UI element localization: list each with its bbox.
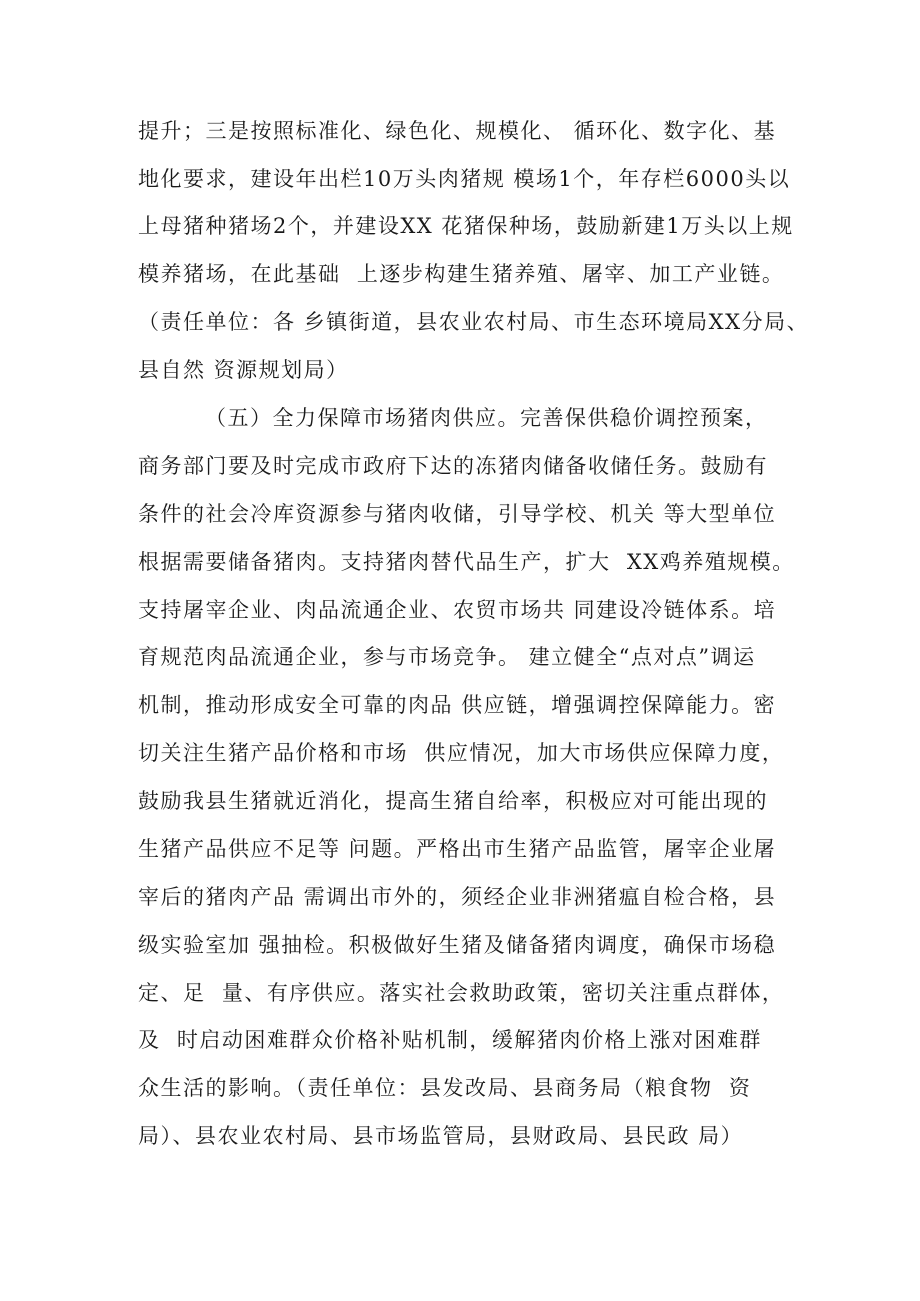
text-line: 提升；三是按照标准化、绿色化、规模化、 循环化、数字化、基: [138, 119, 777, 143]
text-line: 条件的社会冷库资源参与猪肉收储，引导学校、机关 等大型单位: [138, 502, 777, 526]
section-heading-line: （五）全力保障市场猪肉供应。完善保供稳价调控预案，: [205, 406, 768, 430]
text-line: 模养猪场，在此基础 上逐步构建生猪养殖、屠宰、加工产业链。: [138, 262, 785, 286]
text-line: 支持屠宰企业、肉品流通企业、农贸市场共 同建设冷链体系。培: [138, 598, 777, 622]
text-line: 商务部门要及时完成市政府下达的冻猪肉储备收储任务。鼓励有: [138, 454, 768, 478]
text-line: 上母猪种猪场2个，并建设XX 花猪保种场，鼓励新建1万头以上规: [138, 214, 794, 238]
text-line: 切关注生猪产品价格和市场 供应情况，加大市场供应保障力度，: [138, 741, 785, 765]
text-line: 地化要求，建设年出栏10万头肉猪规 模场1个，年存栏6000头以: [138, 167, 791, 191]
text-line: 县自然 资源规划局）: [138, 358, 349, 382]
text-line: 育规范肉品流通企业，参与市场竞争。 建立健全“点对点”调运: [138, 645, 756, 669]
text-line: 机制，推动形成安全可靠的肉品 供应链，增强调控保障能力。密: [138, 693, 777, 717]
text-line: 级实验室加 强抽检。积极做好生猪及储备猪肉调度，确保市场稳: [138, 933, 777, 957]
text-line: 定、足 量、有序供应。落实社会救助政策，密切关注重点群体，: [138, 981, 785, 1005]
text-line: （责任单位：各 乡镇街道，县农业农村局、市生态环境局XX分局、: [138, 310, 810, 334]
text-line: 宰后的猪肉产品 需调出市外的，须经企业非洲猪瘟自检合格，县: [138, 885, 777, 909]
text-line: 鼓励我县生猪就近消化，提高生猪自给率，积极应对可能出现的: [138, 789, 768, 813]
text-line: 局）、县农业农村局、县市场监管局，县财政局、县民政 局）: [138, 1124, 744, 1148]
text-line: 根据需要储备猪肉。支持猪肉替代品生产，扩大 XX鸡养殖规模。: [138, 550, 795, 574]
text-line: 及 时启动困难群众价格补贴机制，缓解猪肉价格上涨对困难群: [138, 1028, 762, 1052]
text-line: 生猪产品供应不足等 问题。严格出市生猪产品监管，屠宰企业屠: [138, 837, 777, 861]
text-line: 众生活的影响。（责任单位：县发改局、县商务局（粮食物 资: [138, 1076, 752, 1100]
